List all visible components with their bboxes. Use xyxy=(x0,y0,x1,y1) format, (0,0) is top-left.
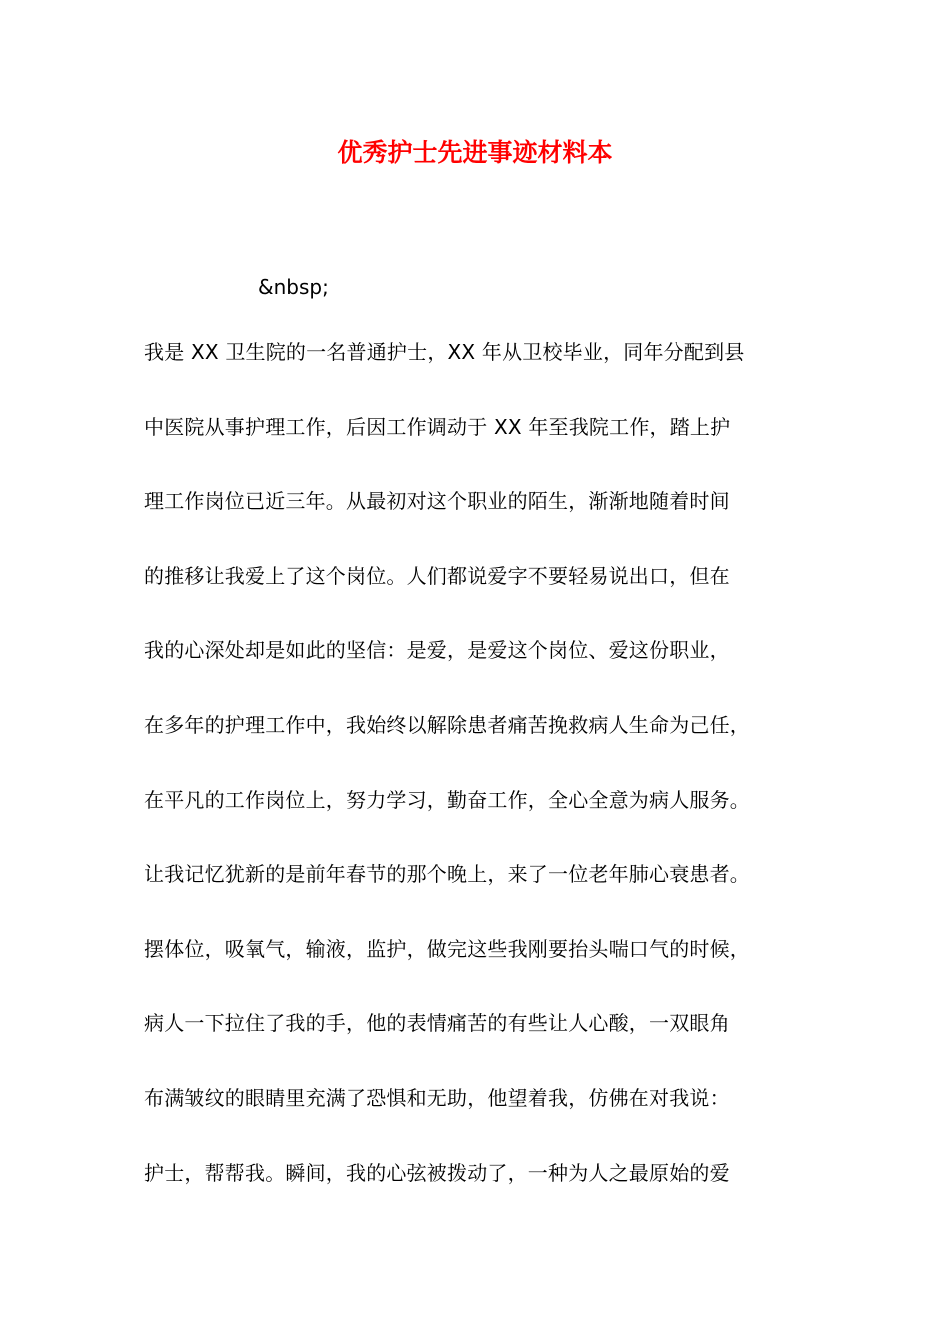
document-title: 优秀护士先进事迹材料本 xyxy=(337,138,613,167)
body-line: 的推移让我爱上了这个岗位。人们都说爱字不要轻易说出口，但在 xyxy=(144,563,730,588)
nbsp-text: &nbsp; xyxy=(258,275,329,299)
body-line: 中医院从事护理工作，后因工作调动于 XX 年至我院工作，踏上护 xyxy=(144,414,731,439)
body-line: 布满皱纹的眼睛里充满了恐惧和无助，他望着我，仿佛在对我说： xyxy=(144,1085,730,1110)
body-line: 我的心深处却是如此的坚信：是爱，是爱这个岗位、爱这份职业， xyxy=(144,638,730,663)
body-text xyxy=(144,334,824,1229)
body-line: 护士，帮帮我。瞬间，我的心弦被拨动了，一种为人之最原始的爱 xyxy=(144,1160,730,1185)
body-line: 让我记忆犹新的是前年春节的那个晚上，来了一位老年肺心衰患者。 xyxy=(144,862,750,887)
body-line: 在平凡的工作岗位上，努力学习，勤奋工作，全心全意为病人服务。 xyxy=(144,787,750,812)
body-line: 理工作岗位已近三年。从最初对这个职业的陌生，渐渐地随着时间 xyxy=(144,489,730,514)
body-line: 摆体位，吸氧气，输液，监护，做完这些我刚要抬头喘口气的时候， xyxy=(144,936,750,961)
body-line: 在多年的护理工作中，我始终以解除患者痛苦挽救病人生命为己任， xyxy=(144,712,750,737)
body-line: 我是 XX 卫生院的一名普通护士，XX 年从卫校毕业，同年分配到县 xyxy=(144,340,745,364)
body-line: 病人一下拉住了我的手，他的表情痛苦的有些让人心酸，一双眼角 xyxy=(144,1011,730,1036)
